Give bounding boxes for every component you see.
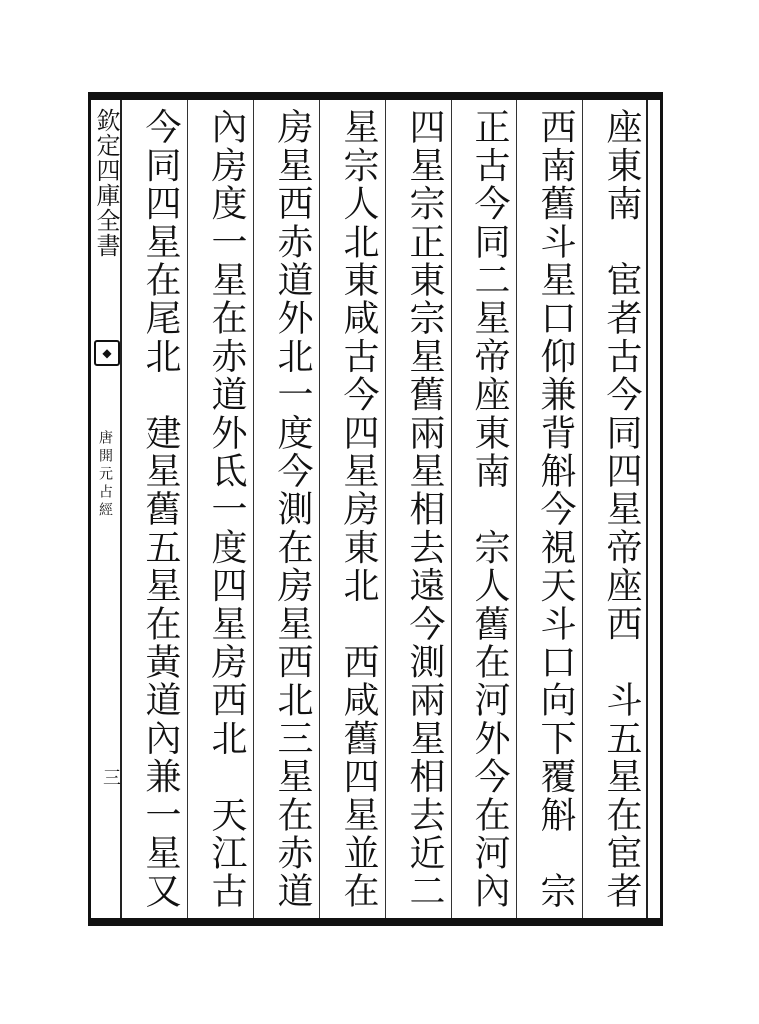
column-divider — [516, 100, 517, 918]
column-divider — [187, 100, 188, 918]
column-divider — [319, 100, 320, 918]
text-column-8: 今同四星在尾北 建星舊五星在黃道內兼一星又 — [140, 108, 181, 911]
text-column-7: 內房度一星在赤道外氐一度四星房西北 天江古 — [206, 108, 247, 911]
margin-divider — [120, 100, 122, 918]
column-divider — [451, 100, 452, 918]
book-margin — [91, 100, 120, 918]
page-number: 三 — [100, 768, 121, 786]
bottom-border — [88, 918, 663, 926]
text-column-2: 西南舊斗星口仰兼背斛今視天斗口向下覆斛 宗 — [535, 108, 576, 911]
top-border — [88, 92, 663, 100]
text-column-5: 星宗人北東咸古今四星房東北 西咸舊四星並在 — [338, 108, 379, 911]
column-divider — [582, 100, 583, 918]
right-inner-border — [646, 100, 648, 918]
text-column-4: 四星宗正東宗星舊兩星相去遠今測兩星相去近二 — [404, 108, 445, 911]
right-border — [660, 92, 663, 926]
book-subtitle: 唐開元占經 — [97, 430, 113, 520]
column-divider — [253, 100, 254, 918]
book-title: 欽定四庫全書 — [92, 108, 120, 258]
fish-tail-mark-icon: ◆ — [94, 340, 120, 366]
text-column-1: 座東南 宦者古今同四星帝座西 斗五星在宦者 — [601, 108, 642, 911]
column-divider — [385, 100, 386, 918]
text-column-3: 正古今同二星帝座東南 宗人舊在河外今在河內 — [469, 108, 510, 911]
text-column-6: 房星西赤道外北一度今測在房星西北三星在赤道 — [272, 108, 313, 911]
